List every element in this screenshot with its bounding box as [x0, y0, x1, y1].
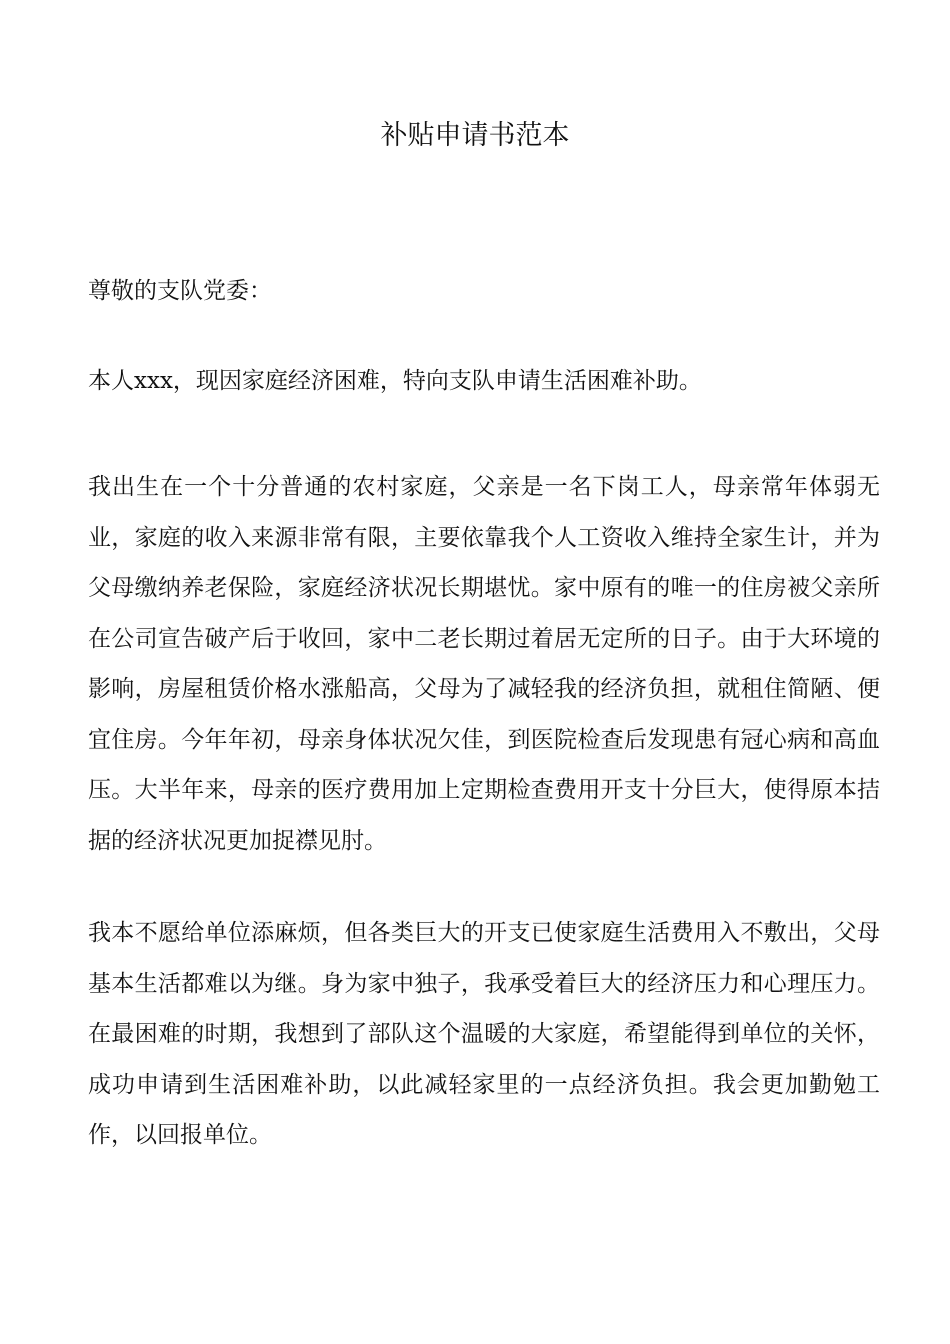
document-title: 补贴申请书范本 [380, 120, 570, 151]
paragraph-intro: 本人xxx，现因家庭经济困难，特向支队申请生活困难补助。 [88, 368, 702, 394]
paragraph-family-situation: 我出生在一个十分普通的农村家庭，父亲是一名下岗工人，母亲常年体弱无业，家庭的收入来源非常有限，主要依靠我个人工资收入维持全家生计，并为父母缴纳养老保险，家庭经济状况长期堪忧。家中原有的唯一的住房被父亲所在公司宣告破产后于收回，家中二老长期过着居无定所的日子。由于大环境的影响，房屋租赁价格水涨船高，父母为了减轻我的经济负担，就租住简陋、便宜住房。今年年初，母亲身体状况欠佳，到医院检查后发现患有冠心病和高血压。大半年来，母亲的医疗费用加上定期检查费用开支十分巨大，使得原本拮据的经济状况更加捉襟见肘。 [88, 474, 880, 854]
paragraph-request: 我本不愿给单位添麻烦，但各类巨大的开支已使家庭生活费用入不敷出，父母基本生活都难以为继。身为家中独子，我承受着巨大的经济压力和心理压力。在最困难的时期，我想到了部队这个温暖的大家庭，希望能得到单位的关怀，成功申请到生活困难补助，以此减轻家里的一点经济负担。我会更加勤勉工作，以回报单位。 [88, 920, 880, 1148]
salutation: 尊敬的支队党委： [88, 278, 272, 304]
